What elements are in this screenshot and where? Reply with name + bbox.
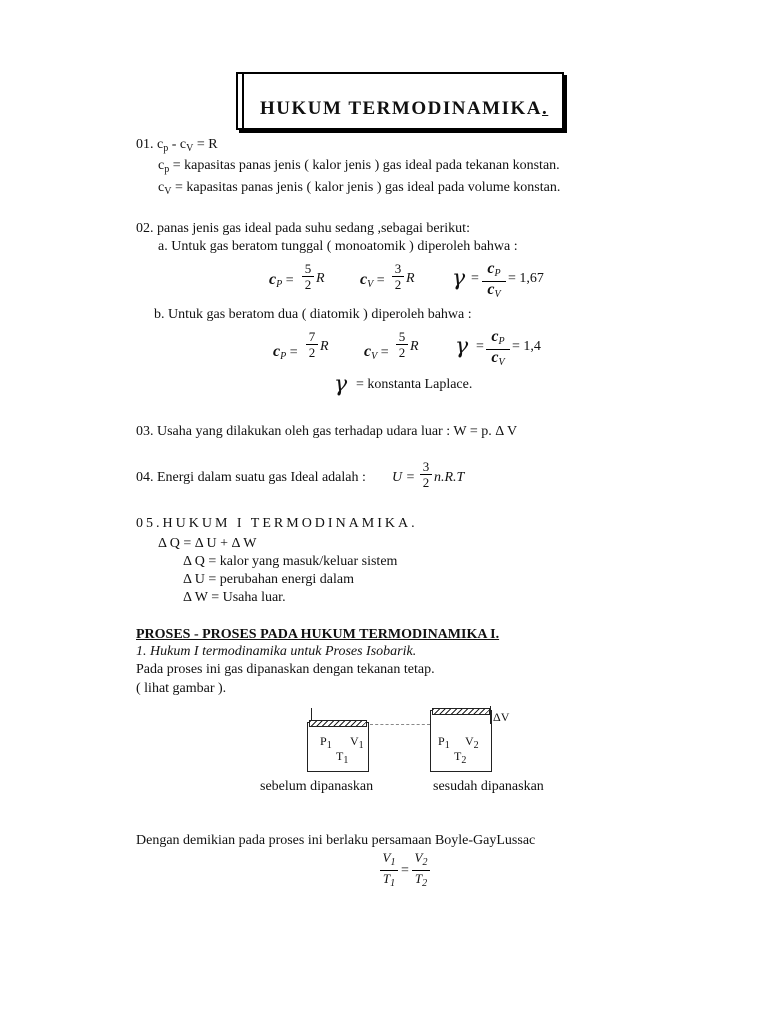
after-pressure: $P_1$ <box>438 734 450 751</box>
a-cp-formula: $c_P$ = <box>269 271 294 290</box>
b-cv-r: R <box>410 339 419 354</box>
b-gamma-equals: = <box>476 339 484 354</box>
a-cp-fraction: 5 2 <box>302 262 314 291</box>
law-left-fraction: $V_1$ $T_1$ <box>380 851 398 890</box>
a-gamma-symbol: γ <box>452 266 466 291</box>
b-cv-formula: $c_V$ = <box>364 343 389 362</box>
item-05-delta-q: Δ Q = kalor yang masuk/keluar sistem <box>183 554 398 569</box>
b-cp-r: R <box>320 339 329 354</box>
gamma-definition: = konstanta Laplace. <box>356 377 473 392</box>
item-02-a-text: a. Untuk gas beratom tunggal ( monoatomik ) diperoleh bahwa : <box>158 239 518 254</box>
before-volume: $V_1$ <box>350 734 364 751</box>
b-cp-fraction: 7 2 <box>306 330 318 359</box>
piston-before <box>309 720 367 727</box>
a-cp-r: R <box>316 271 325 286</box>
b-cp-formula: $c_P$ = <box>273 343 298 362</box>
proses-heading: PROSES - PROSES PADA HUKUM TERMODINAMIKA I. <box>136 627 500 642</box>
proses-subheading: 1. Hukum I termodinamika untuk Proses Isobarik. <box>136 644 417 659</box>
piston-after <box>432 708 490 715</box>
proses-see-figure: ( lihat gambar ). <box>136 681 227 696</box>
gamma-definition-symbol: γ <box>334 372 348 397</box>
before-pressure: $P_1$ <box>320 734 332 751</box>
delta-v-label: ΔV <box>493 710 510 724</box>
a-gamma-equals: = <box>471 271 479 286</box>
item-01-equation: 01. $c_p - c_V = R$ <box>136 137 218 154</box>
item-04-rhs: n.R.T <box>434 470 465 485</box>
b-cv-fraction: 5 2 <box>396 330 408 359</box>
a-gamma-value: = 1,67 <box>508 271 544 286</box>
law-right-fraction: $V_2$ $T_2$ <box>412 851 430 890</box>
law-equals: = <box>401 863 409 878</box>
delta-v-bracket <box>490 706 491 724</box>
item-03: 03. Usaha yang dilakukan oleh gas terhadap udara luar : W = p. Δ V <box>136 424 518 439</box>
a-cv-formula: $c_V$ = <box>360 271 385 290</box>
title-period: . <box>542 98 549 119</box>
item-05-delta-u: Δ U = perubahan energi dalam <box>183 572 354 587</box>
title-box <box>236 72 564 130</box>
level-dashed-line <box>370 724 430 725</box>
before-temperature: $T_1$ <box>336 749 349 766</box>
item-04-lhs: U = <box>392 470 416 485</box>
after-volume: $V_2$ <box>465 734 479 751</box>
a-cv-fraction: 3 2 <box>392 262 404 291</box>
proses-description: Pada proses ini gas dipanaskan dengan tekanan tetap. <box>136 662 435 677</box>
b-gamma-value: = 1,4 <box>512 339 541 354</box>
after-temperature: $T_2$ <box>454 749 467 766</box>
after-heating-label: sesudah dipanaskan <box>433 779 544 794</box>
item-05-heading: 05.HUKUM I TERMODINAMIKA. <box>136 516 418 531</box>
item-05-delta-w: Δ W = Usaha luar. <box>183 590 286 605</box>
b-gamma-symbol: γ <box>455 334 469 359</box>
title-box-inner-border <box>242 74 244 128</box>
item-02-b-text: b. Untuk gas beratom dua ( diatomik ) diperoleh bahwa : <box>154 307 472 322</box>
item-02-intro: 02. panas jenis gas ideal pada suhu sedang ,sebagai berikut: <box>136 221 470 236</box>
item-01-cp-definition: $c_p$ = kapasitas panas jenis ( kalor jenis ) gas ideal pada tekanan konstan. <box>158 158 560 175</box>
before-heating-label: sebelum dipanaskan <box>260 779 374 794</box>
item-04-text: 04. Energi dalam suatu gas Ideal adalah : <box>136 470 366 485</box>
item-01-cv-definition: $c_V$ = kapasitas panas jenis ( kalor jenis ) gas ideal pada volume konstan. <box>158 180 561 197</box>
conclusion-text: Dengan demikian pada proses ini berlaku persamaan Boyle-GayLussac <box>136 833 536 848</box>
page-title: HUKUM TERMODINAMIKA. <box>260 98 549 119</box>
item-04-fraction: 3 2 <box>420 460 432 489</box>
b-gamma-fraction: $c_P$ $c_V$ <box>486 330 510 369</box>
a-gamma-fraction: $c_P$ $c_V$ <box>482 262 506 301</box>
a-cv-r: R <box>406 271 415 286</box>
item-05-equation: Δ Q = Δ U + Δ W <box>158 536 257 551</box>
